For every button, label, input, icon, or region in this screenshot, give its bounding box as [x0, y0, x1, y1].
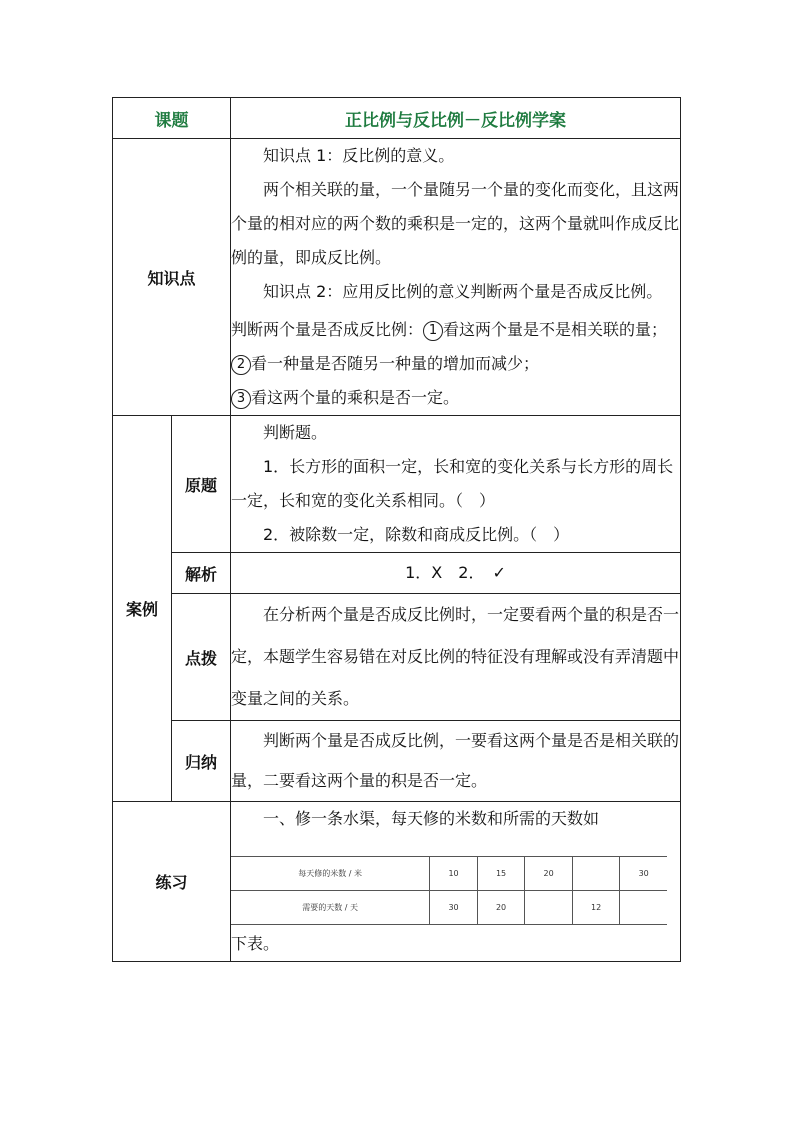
tips-label: 点拨 [172, 594, 231, 721]
knowledge-label: 知识点 [113, 139, 231, 416]
table-cell: 10 [430, 857, 478, 891]
knowledge-definition: 两个相关联的量，一个量随另一个量的变化而变化，且这两个量的相对应的两个数的乘积是一定的，这两个量就叫作成反比例的量，即成反比例。 [231, 180, 680, 267]
practice-intro: 一、修一条水渠，每天修的米数和所需的天数如 [263, 809, 600, 828]
circled-number-3: 3 [231, 389, 251, 409]
table-cell [620, 891, 667, 925]
original-intro: 判断题。 [263, 423, 328, 442]
judgement-steps [231, 313, 680, 415]
lesson-title: 正比例与反比例－反比例学案 [231, 98, 681, 139]
practice-content [231, 802, 681, 962]
table-cell: 12 [572, 891, 620, 925]
step-3: 看这两个量的乘积是否一定。 [251, 388, 460, 407]
original-label: 原题 [172, 416, 231, 553]
knowledge-content [231, 139, 681, 416]
practice-outro: 下表。 [231, 934, 280, 953]
summary-content [231, 721, 681, 802]
table-row [231, 891, 667, 925]
summary-label: 归纳 [172, 721, 231, 802]
table-row [231, 857, 667, 891]
table-cell: 30 [430, 891, 478, 925]
table-cell: 30 [620, 857, 667, 891]
question-2: 2．被除数一定，除数和商成反比例。（ ） [263, 525, 570, 544]
question-1: 1．长方形的面积一定，长和宽的变化关系与长方形的周长一定，长和宽的变化关系相同。（ ） [231, 457, 674, 510]
step-1: 看这两个量是不是相关联的量； [443, 320, 668, 339]
tips-content [231, 594, 681, 721]
table-cell [525, 891, 573, 925]
analysis-label: 解析 [172, 553, 231, 594]
header-label: 课题 [113, 98, 231, 139]
original-content [231, 416, 681, 553]
analysis-answer: 1．X 2． ✓ [231, 553, 681, 594]
step-2: 看一种量是否随另一种量的增加而减少； [251, 354, 540, 373]
table-cell: 需要的天数 / 天 [231, 891, 430, 925]
table-cell [572, 857, 620, 891]
practice-label: 练习 [113, 802, 231, 962]
lesson-table [112, 97, 681, 962]
tips-text: 在分析两个量是否成反比例时，一定要看两个量的积是否一定，本题学生容易错在对反比例的特征没有理解或没有弄清题中变量之间的关系。 [231, 605, 680, 708]
table-cell: 20 [525, 857, 573, 891]
table-cell: 15 [477, 857, 525, 891]
circled-number-2: 2 [231, 355, 251, 375]
table-cell: 每天修的米数 / 米 [231, 857, 430, 891]
knowledge-point-2: 知识点 2：应用反比例的意义判断两个量是否成反比例。 [263, 282, 663, 301]
case-label: 案例 [113, 416, 172, 802]
judgement-intro: 判断两个量是否成反比例： [231, 320, 424, 339]
table-cell: 20 [477, 891, 525, 925]
knowledge-point-1: 知识点 1：反比例的意义。 [263, 146, 455, 165]
practice-table [231, 856, 667, 925]
circled-number-1: 1 [423, 321, 443, 341]
summary-text: 判断两个量是否成反比例，一要看这两个量是否是相关联的量，二要看这两个量的积是否一定。 [231, 731, 680, 790]
